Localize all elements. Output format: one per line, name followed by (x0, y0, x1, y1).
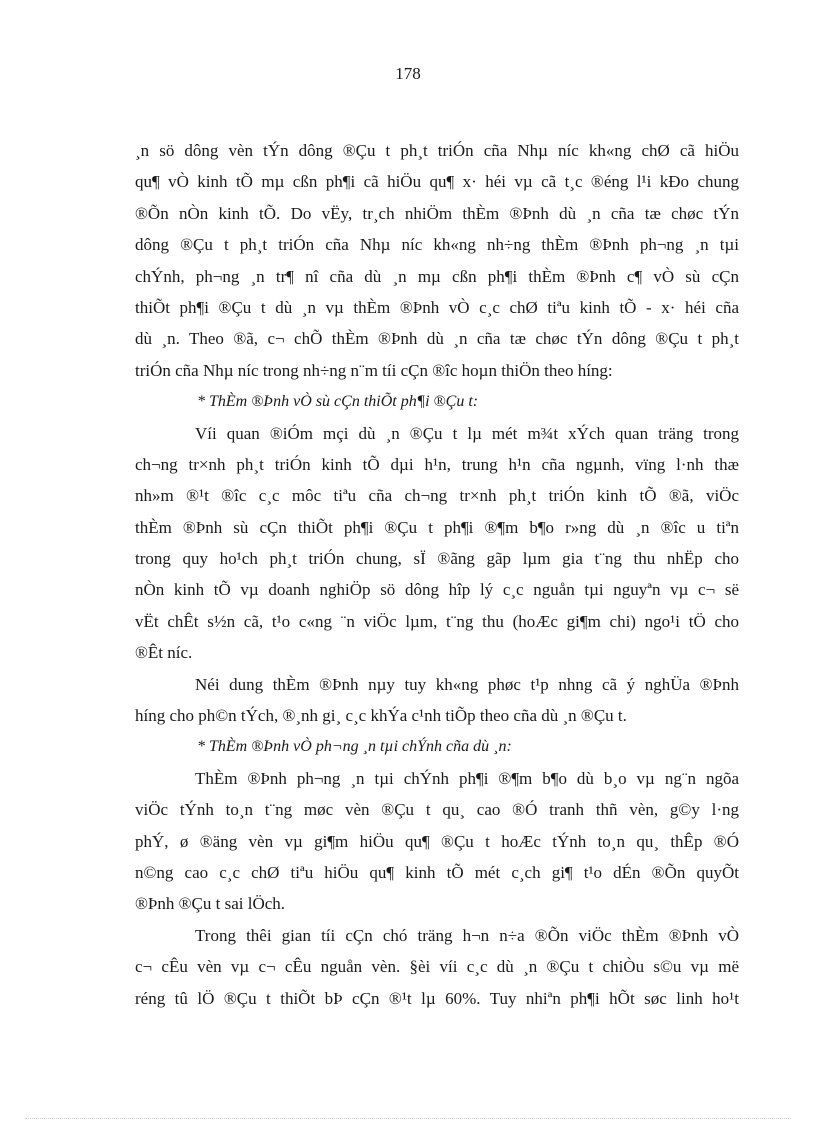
text-line: ThÈm ®Þnh ph¬ng ¸n tµi chÝnh ph¶i ®¶m b¶o dù b¸o vµ ng¨n ngõa (195, 768, 739, 788)
text-line: nÒn kinh tÕ vµ doanh nghiÖp sö dông hîp lý c¸c nguån tµi nguyªn vµ c¬ së (135, 580, 739, 600)
text-line: Trong thêi gian tíi cÇn chó träng h¬n n÷a ®Õn viÖc thÈm ®Þnh vÒ (195, 925, 739, 945)
text-line: ®Õn nÒn kinh tÕ. Do vËy, tr¸ch nhiÖm thÈm ®Þnh dù ¸n cña tæ chøc tÝn (135, 203, 739, 223)
text-line: thiÕt ph¶i ®Çu t dù ¸n vµ thÈm ®Þnh vÒ c¸c chØ tiªu kinh tÕ - x· héi cña (135, 297, 739, 317)
text-line: qu¶ vÒ kinh tÕ mµ cßn ph¶i cã hiÖu qu¶ x· héi vµ cã t¸c ®éng l¹i kÐo chung (135, 172, 739, 192)
text-line: thÈm ®Þnh sù cÇn thiÕt ph¶i ®Çu t ph¶i ®¶m b¶o r»ng dù ¸n ®îc u tiªn (135, 517, 739, 537)
text-line: triÓn cña Nhµ níc trong nh÷ng n¨m tíi cÇn ®îc hoµn thiÖn theo híng: (135, 360, 613, 380)
text-line: ch¬ng tr×nh ph¸t triÓn kinh tÕ dµi h¹n, trung h¹n cña ngµnh, vïng l·nh thæ (135, 454, 739, 474)
text-line: dù ¸n. Theo ®ã, c¬ chÕ thÈm ®Þnh dù ¸n cña tæ chøc tÝn dông ®Çu t ph¸t (135, 329, 739, 349)
text-line: trong quy ho¹ch ph¸t triÓn chung, sÏ ®ãng gãp lµm gia t¨ng thu nhËp cho (135, 549, 739, 569)
page-number: 178 (395, 64, 421, 83)
text-line: ®Þnh ®Çu t sai lÖch. (135, 894, 286, 914)
text-line: Néi dung thÈm ®Þnh nµy tuy kh«ng phøc t¹p nhng cã ý nghÜa ®Þnh (195, 674, 739, 694)
text-line: c¬ cÊu vèn vµ c¬ cÊu nguån vèn. §èi víi c¸c dù ¸n ®Çu t chiÒu s©u vµ më (135, 957, 739, 977)
text-line: viÖc tÝnh to¸n t¨ng møc vèn ®Çu t qu¸ cao ®Ó tranh thñ vèn, g©y l·ng (135, 800, 739, 820)
text-line: nh»m ®¹t ®îc c¸c môc tiªu cña ch¬ng tr×nh ph¸t triÓn kinh tÕ ®ã, viÖc (135, 486, 739, 506)
text-line: n©ng cao c¸c chØ tiªu hiÖu qu¶ kinh tÕ mét c¸ch gi¶ t¹o dÉn ®Õn quyÕt (135, 862, 739, 882)
text-line: ®Êt níc. (135, 643, 193, 663)
text-line: phÝ, ø ®äng vèn vµ gi¶m hiÖu qu¶ ®Çu t hoÆc tÝnh to¸n qu¸ thÊp ®Ó (135, 831, 739, 851)
section-heading: * ThÈm ®Þnh vÒ sù cÇn thiÕt ph¶i ®Çu t: (197, 393, 479, 411)
text-line: réng tû lÖ ®Çu t thiÕt bÞ cÇn ®¹t lµ 60%. Tuy nhiªn ph¶i hÕt søc linh ho¹t (135, 988, 739, 1008)
text-line: chÝnh, ph¬ng ¸n tr¶ nî cña dù ¸n mµ cßn ph¶i thÈm ®Þnh c¶ vÒ sù cÇn (135, 266, 739, 286)
page-bottom-divider (25, 1118, 791, 1119)
section-heading: * ThÈm ®Þnh vÒ ph¬ng ¸n tµi chÝnh cña dù ¸n: (197, 738, 512, 756)
text-line: híng cho ph©n tÝch, ®¸nh gi¸ c¸c khÝa c¹nh tiÕp theo cña dù ¸n ®Çu t. (135, 706, 627, 726)
text-line: vËt chÊt s½n cã, t¹o c«ng ¨n viÖc lµm, t¨ng thu (hoÆc gi¶m chi) ngo¹i tÖ cho (135, 611, 739, 631)
document-body (135, 135, 739, 1014)
text-line: dông ®Çu t ph¸t triÓn cña Nhµ níc kh«ng nh÷ng thÈm ®Þnh ph¬ng ¸n tµi (135, 235, 739, 255)
text-line: Víi quan ®iÓm mçi dù ¸n ®Çu t lµ mét m¾t xÝch quan träng trong (195, 423, 739, 443)
text-line: ¸n sö dông vèn tÝn dông ®Çu t ph¸t triÓn cña Nhµ níc kh«ng chØ cã hiÖu (135, 141, 739, 160)
